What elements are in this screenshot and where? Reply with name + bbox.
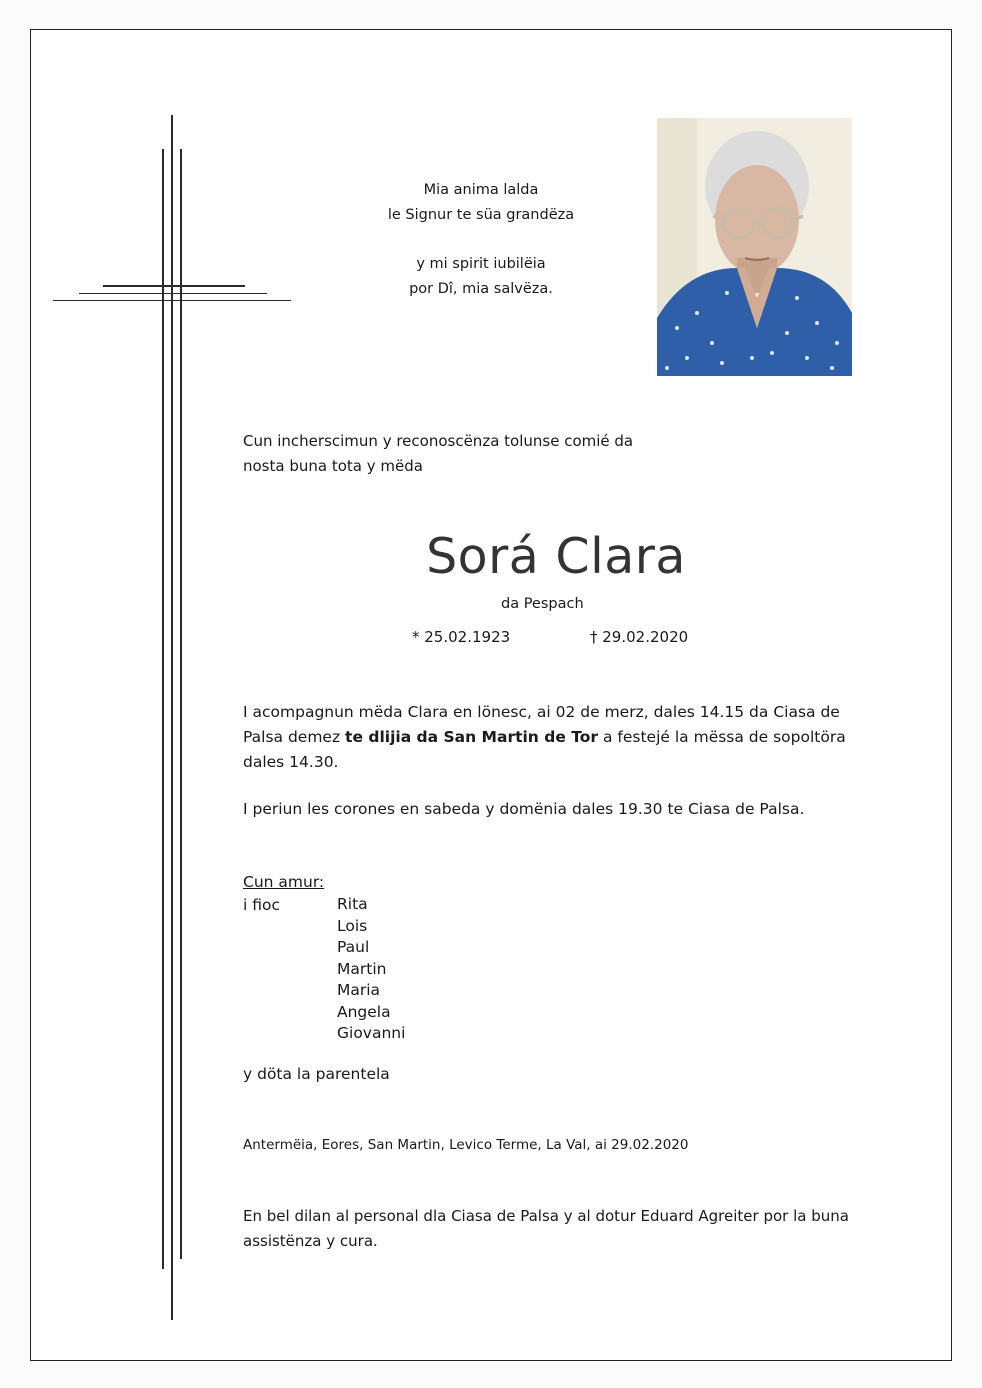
death-date: † 29.02.2020 bbox=[590, 628, 689, 646]
group-label: i fioc bbox=[243, 896, 281, 914]
birth-date: * 25.02.1923 bbox=[412, 628, 511, 646]
intro-line: nosta buna tota y mëda bbox=[243, 457, 423, 475]
mourners-heading-text: Cun amur: bbox=[243, 873, 325, 891]
funeral-info bbox=[243, 700, 883, 775]
funeral-text: a festejé la mëssa de sopoltöra dales 14.30. bbox=[243, 728, 846, 771]
list-item: Paul bbox=[337, 938, 370, 956]
verse-line: y mi spirit iubilëia bbox=[416, 256, 546, 272]
list-item: Lois bbox=[337, 916, 368, 935]
rosary-info: I periun les corones en sabeda y domënia dales 19.30 te Ciasa de Palsa. bbox=[243, 800, 805, 818]
children-list bbox=[337, 894, 405, 1045]
list-item: Angela bbox=[337, 1002, 391, 1021]
verse-block bbox=[371, 178, 591, 302]
obituary-page bbox=[30, 29, 952, 1361]
deceased-origin: da Pespach bbox=[501, 596, 584, 612]
thanks-text bbox=[243, 1204, 883, 1254]
portrait-photo bbox=[657, 118, 852, 376]
deceased-name: Sorá Clara bbox=[426, 528, 686, 585]
funeral-church: te dlijia da San Martin de Tor bbox=[345, 728, 599, 746]
funeral-text: I acompagnun mëda Clara en lönesc, ai 02 de merz, dales 14.15 da Ciasa de Palsa demez bbox=[243, 703, 840, 746]
thanks-line: assistënza y cura. bbox=[243, 1232, 378, 1250]
intro-line: Cun incherscimun y reconoscënza tolunse comié da bbox=[243, 432, 634, 450]
list-item: Giovanni bbox=[337, 1024, 406, 1042]
verse-line: Mia anima lalda bbox=[423, 182, 539, 198]
thanks-line: En bel dilan al personal dla Ciasa de Palsa y al dotur Eduard Agreiter por la buna bbox=[243, 1207, 849, 1225]
list-item: Maria bbox=[337, 981, 381, 999]
list-item: Rita bbox=[337, 895, 368, 913]
relatives-text: y döta la parentela bbox=[243, 1065, 390, 1083]
intro-text bbox=[243, 429, 763, 479]
places-date: Antermëia, Eores, San Martin, Levico Terme, La Val, ai 29.02.2020 bbox=[243, 1137, 689, 1153]
verse-line: por Dî, mia salvëza. bbox=[409, 281, 553, 297]
list-item: Martin bbox=[337, 959, 387, 978]
verse-line: le Signur te süa grandëza bbox=[387, 207, 575, 223]
mourners-heading bbox=[243, 873, 324, 891]
